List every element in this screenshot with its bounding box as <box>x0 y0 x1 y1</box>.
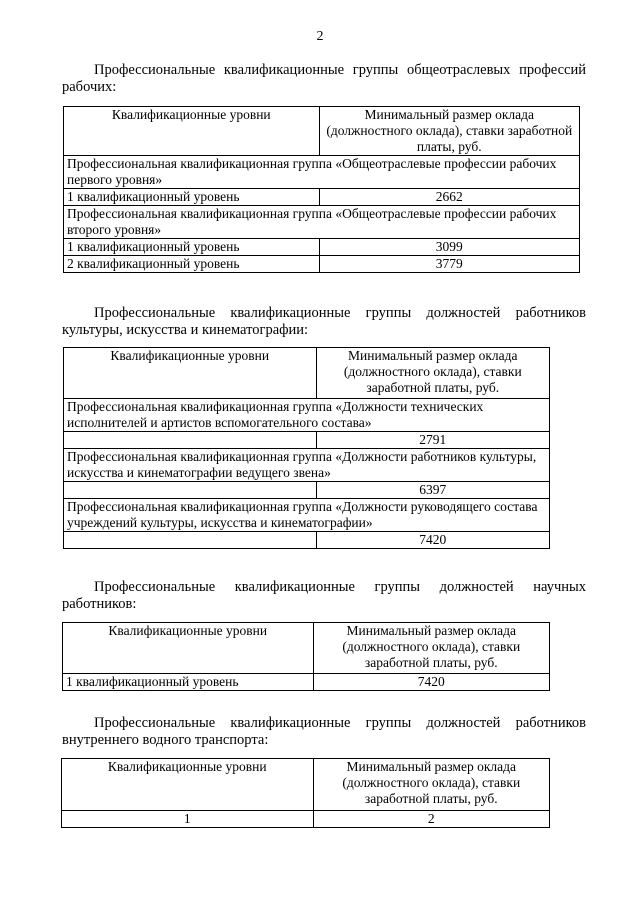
section-1-intro <box>62 62 586 96</box>
level-cell: 2 квалификационный уровень <box>64 256 320 273</box>
level-cell: 1 квалификационный уровень <box>64 189 320 206</box>
table-row <box>64 189 580 206</box>
intro-line-1: Профессиональные квалификационные группы должностей научных <box>94 579 586 595</box>
group-title: Профессиональная квалификационная группа «Общеотраслевые профессии рабочих второго уровня» <box>64 206 580 239</box>
value-cell: 7420 <box>316 532 549 549</box>
table-header-row <box>64 348 550 399</box>
section-4-intro <box>62 715 586 749</box>
value-cell: 2791 <box>316 432 549 449</box>
table-culture-positions <box>63 347 550 549</box>
page-number: 2 <box>316 29 324 44</box>
header-levels: Квалификационные уровни <box>64 107 320 156</box>
group-title: Профессиональная квалификационная группа «Должности технических исполнителей и артистов вспомогательного состава» <box>64 399 550 432</box>
table-row <box>64 532 550 549</box>
section-2-intro <box>62 305 586 339</box>
level-cell: 1 квалификационный уровень <box>64 239 320 256</box>
table-row <box>64 256 580 273</box>
level-cell <box>64 482 317 499</box>
intro-line-2: культуры, искусства и кинематографии: <box>62 322 309 338</box>
value-cell: 3779 <box>319 256 579 273</box>
table-worker-professions <box>63 106 580 273</box>
group-title-row <box>64 156 580 189</box>
group-title-row <box>64 499 550 532</box>
value-cell: 3099 <box>319 239 579 256</box>
intro-line-1: Профессиональные квалификационные группы должностей работников <box>94 715 586 731</box>
value-cell: 6397 <box>316 482 549 499</box>
level-cell: 1 квалификационный уровень <box>63 674 314 691</box>
table-row <box>64 239 580 256</box>
header-salary: Минимальный размер оклада (должностного оклада), ставки заработной платы, руб. <box>316 348 549 399</box>
group-title: Профессиональная квалификационная группа «Должности работников культуры, искусства и кинематографии ведущего звена» <box>64 449 550 482</box>
intro-line-2: работников: <box>62 596 137 612</box>
intro-line-1: Профессиональные квалификационные группы должностей работников <box>94 305 586 321</box>
value-cell: 7420 <box>313 674 549 691</box>
table-row <box>63 674 550 691</box>
table-row <box>64 482 550 499</box>
table-numbering-row <box>62 811 550 828</box>
column-number-2: 2 <box>313 811 549 828</box>
group-title-row <box>64 449 550 482</box>
header-salary: Минимальный размер оклада (должностного оклада), ставки заработной платы, руб. <box>313 623 549 674</box>
group-title: Профессиональная квалификационная группа «Должности руководящего состава учреждений культуры, искусства и кинематографии» <box>64 499 550 532</box>
table-water-transport-positions <box>61 758 550 828</box>
table-header-row <box>62 759 550 811</box>
table-header-row <box>64 107 580 156</box>
header-salary: Минимальный размер оклада (должностного оклада), ставки заработной платы, руб. <box>319 107 579 156</box>
group-title: Профессиональная квалификационная группа «Общеотраслевые профессии рабочих первого уровня» <box>64 156 580 189</box>
group-title-row <box>64 206 580 239</box>
intro-line-1: Профессиональные квалификационные группы общеотраслевых профессий <box>94 62 586 78</box>
header-levels: Квалификационные уровни <box>64 348 317 399</box>
level-cell <box>64 532 317 549</box>
intro-line-2: внутреннего водного транспорта: <box>62 732 269 748</box>
column-number-1: 1 <box>62 811 314 828</box>
level-cell <box>64 432 317 449</box>
header-levels: Квалификационные уровни <box>62 759 314 811</box>
intro-line-2: рабочих: <box>62 79 117 95</box>
group-title-row <box>64 399 550 432</box>
table-header-row <box>63 623 550 674</box>
value-cell: 2662 <box>319 189 579 206</box>
header-levels: Квалификационные уровни <box>63 623 314 674</box>
section-3-intro <box>62 579 586 613</box>
table-science-positions <box>62 622 550 691</box>
header-salary: Минимальный размер оклада (должностного оклада), ставки заработной платы, руб. <box>313 759 549 811</box>
table-row <box>64 432 550 449</box>
